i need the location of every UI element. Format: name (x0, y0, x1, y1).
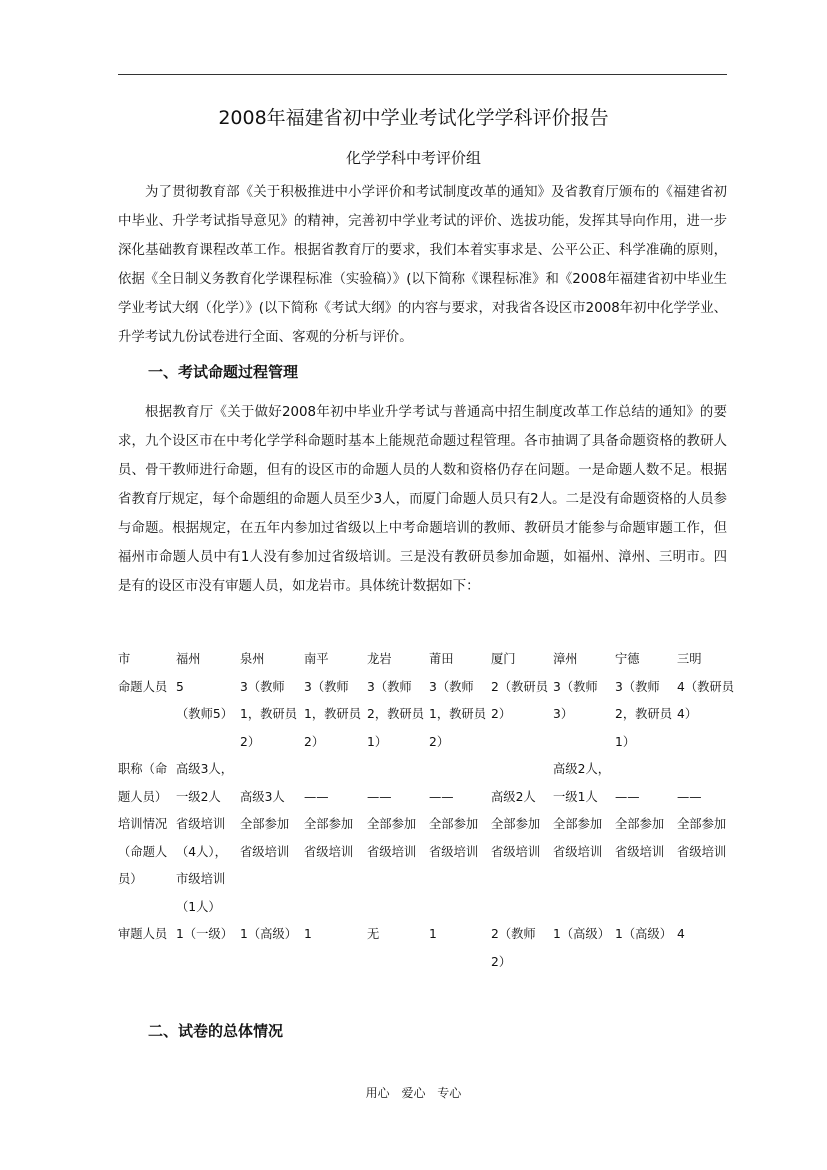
table-cell: —— (304, 789, 329, 804)
table-header-row (116, 646, 737, 674)
table-cell: 全部参加省级培训 (240, 817, 290, 859)
table-cell: 1（一级） (176, 927, 234, 941)
table-cell: 福州 (176, 652, 201, 666)
table-cell: 三明 (677, 652, 702, 666)
table-cell: 全部参加省级培训 (615, 817, 665, 859)
table-cell: 漳州 (553, 652, 578, 666)
table-row (116, 921, 737, 976)
table-cell: 龙岩 (367, 652, 392, 666)
table-cell: 全部参加省级培训 (429, 817, 479, 859)
table-cell: 3（教师2，教研员1） (615, 679, 673, 749)
table-row (116, 756, 737, 811)
table-cell: 职称（命题人员） (118, 762, 168, 804)
table-cell: 市 (118, 652, 131, 666)
table-cell: 命题人员 (118, 679, 168, 694)
table-cell: —— (615, 789, 640, 804)
table-cell: 莆田 (429, 652, 454, 666)
section-heading-2: 二、试卷的总体情况 (148, 1022, 284, 1040)
table-cell: 3（教师1，教研员2） (240, 679, 298, 749)
intro-paragraph: 为了贯彻教育部《关于积极推进中小学评价和考试制度改革的通知》及省教育厅颁布的《福建省初中毕业、升学考试指导意见》的精神，完善初中学业考试的评价、选拔功能，发挥其导向作用，进一步深化基础教育课程改革工作。根据省教育厅的要求，我们本着实事求是、公平公正、科学准确的原则，依据《全日制义务教育化学课程标准（实验稿）》(以下简称《课程标准》和《2008年福建省初中毕业生学业考试大纲（化学）》(以下简称《考试大纲》的内容与要求，对我省各设区市2008年初中化学学业、升学考试九份试卷进行全面、客观的分析与评价。 (118, 185, 727, 345)
table-cell: 3（教师2，教研员1） (367, 679, 425, 749)
table-cell: —— (367, 789, 392, 804)
table-cell: 省级培训（4人），市级培训（1人） (176, 817, 227, 914)
table-cell: 全部参加省级培训 (367, 817, 417, 859)
table-cell: 3（教师1，教研员2） (304, 679, 362, 749)
table-cell: 1 (304, 927, 312, 941)
header-rule (118, 74, 727, 75)
table-cell: 高级3人 (240, 789, 285, 804)
table-cell: 3（教师1，教研员2） (429, 679, 487, 749)
table-cell: 全部参加省级培训 (491, 817, 541, 859)
table-cell: 南平 (304, 652, 329, 666)
table-cell: 培训情况（命题人员） (118, 817, 168, 886)
table-cell: —— (429, 789, 454, 804)
table-cell: 全部参加省级培训 (304, 817, 354, 859)
page-footer: 用心 爱心 专心 (365, 1086, 462, 1100)
table-cell: 无 (367, 927, 380, 941)
table-cell: 高级2人，一级1人 (553, 762, 611, 804)
table-cell: 宁德 (615, 652, 640, 666)
table-cell: 泉州 (240, 652, 265, 666)
table-cell: 厦门 (491, 652, 516, 666)
table-cell: 4（教研员4） (677, 679, 735, 721)
table-cell: 2（教研员2） (491, 679, 549, 721)
table-cell: 1（高级） (240, 927, 298, 941)
document-title: 2008年福建省初中学业考试化学学科评价报告 (218, 107, 609, 129)
table-row (116, 811, 737, 921)
statistics-table (116, 646, 737, 976)
table-cell: 全部参加省级培训 (553, 817, 603, 859)
table-cell: 4 (677, 927, 685, 941)
table-cell: 3（教师3） (553, 679, 598, 721)
table-cell: 高级3人，一级2人 (176, 762, 234, 804)
table-cell: 2（教师2） (491, 927, 536, 969)
table-cell: 5 （教师5） (176, 679, 234, 721)
table-cell: 1 (429, 927, 437, 941)
section-heading-1: 一、考试命题过程管理 (148, 363, 299, 381)
table-cell: —— (677, 789, 702, 804)
table-row (116, 674, 737, 757)
table-cell: 1（高级） (615, 927, 673, 941)
section1-paragraph: 根据教育厅《关于做好2008年初中毕业升学考试与普通高中招生制度改革工作总结的通知》的要求，九个设区市在中考化学学科命题时基本上能规范命题过程管理。各市抽调了具备命题资格的教研人员、骨干教师进行命题，但有的设区市的命题人员的人数和资格仍存在问题。一是命题人数不足。根据省教育厅规定，每个命题组的命题人员至少3人，而厦门命题人员只有2人。二是没有命题资格的人员参与命题。根据规定，在五年内参加过省级以上中考命题培训的教师、教研员才能参与命题审题工作，但福州市命题人员中有1人没有参加过省级培训。三是没有教研员参加命题，如福州、漳州、三明市。四是有的设区市没有审题人员，如龙岩市。具体统计数据如下： (118, 405, 727, 594)
table-cell: 1（高级） (553, 927, 611, 941)
table-cell: 高级2人 (491, 789, 536, 804)
table-cell: 审题人员 (118, 927, 168, 941)
table-cell: 全部参加省级培训 (677, 817, 727, 859)
document-subtitle: 化学学科中考评价组 (345, 149, 481, 167)
